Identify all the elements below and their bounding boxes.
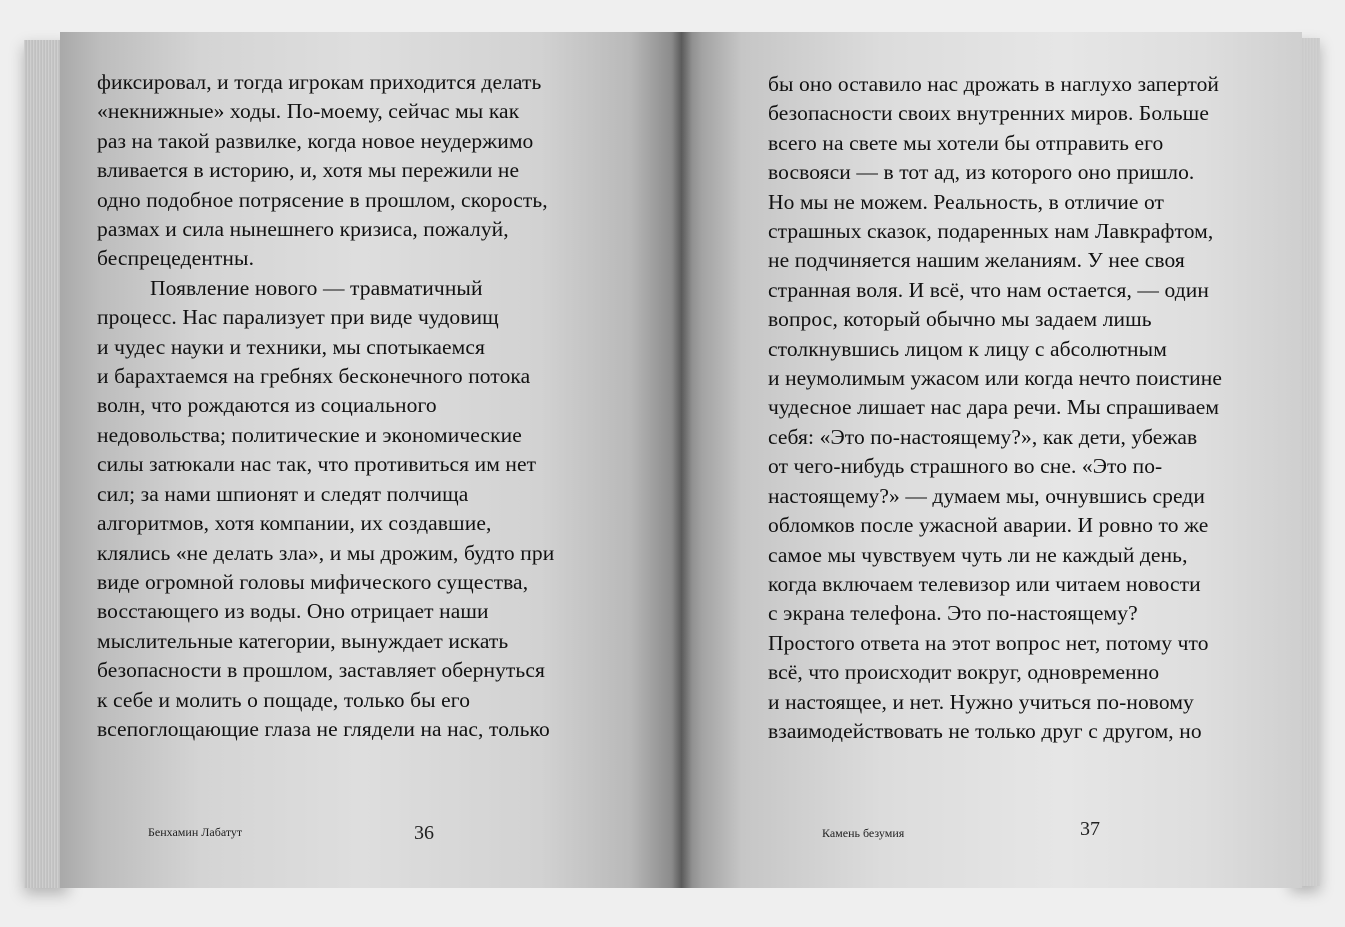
text-line: и неумолимым ужасом или когда нечто поистине [768, 366, 1222, 391]
page-number-left: 36 [414, 822, 434, 844]
text-line: с экрана телефона. Это по-настоящему? [768, 601, 1138, 626]
text-line: клялись «не делать зла», и мы дрожим, будто при [97, 540, 555, 565]
text-line: и барахтаемся на гребнях бесконечного потока [97, 364, 531, 389]
text-line: процесс. Нас парализует при виде чудовищ [97, 305, 499, 330]
text-line: недовольства; политические и экономические [97, 422, 522, 447]
page-number-right: 37 [1080, 818, 1100, 840]
text-line: не подчиняется нашим желаниям. У нее своя [768, 248, 1185, 273]
text-line: от чего-нибудь страшного во сне. «Это по- [768, 454, 1163, 479]
text-line: самое мы чувствуем чуть ли не каждый день, [768, 542, 1188, 567]
text-line: столкнувшись лицом к лицу с абсолютным [768, 336, 1167, 361]
text-line: и настоящее, и нет. Нужно учиться по-новому [768, 689, 1194, 714]
text-line: волн, что рождаются из социального [97, 393, 437, 418]
text-line: алгоритмов, хотя компании, их создавшие, [97, 511, 492, 536]
text-line: всего на свете мы хотели бы отправить его [768, 130, 1164, 155]
text-line: безопасности своих внутренних миров. Больше [768, 101, 1209, 126]
text-line: и чудес науки и техники, мы спотыкаемся [97, 334, 485, 359]
right-page-text [768, 70, 1288, 746]
text-line: Но мы не можем. Реальность, в отличие от [768, 189, 1165, 214]
text-line: восвояси — в тот ад, из которого оно пришло. [768, 160, 1195, 185]
text-line: восстающего из воды. Оно отрицает наши [97, 599, 489, 624]
left-page-text [97, 68, 657, 744]
text-line: раз на такой развилке, когда новое неудержимо [97, 128, 534, 153]
text-line: к себе и молить о пощаде, только бы его [97, 687, 471, 712]
running-footer-title: Камень безумия [822, 826, 905, 840]
text-line: размах и сила нынешнего кризиса, пожалуй, [97, 217, 509, 242]
text-line: всё, что происходит вокруг, одновременно [768, 660, 1160, 685]
text-line: страшных сказок, подаренных нам Лавкрафтом, [768, 219, 1214, 244]
text-line-paragraph-start: Появление нового — травматичный [150, 275, 483, 300]
text-line: вопрос, который обычно мы задаем лишь [768, 307, 1152, 332]
book-spine-shadow [672, 32, 692, 888]
text-line: чудесное лишает нас дара речи. Мы спрашиваем [768, 395, 1220, 420]
text-line: сил; за нами шпионят и следят полчища [97, 481, 469, 506]
text-line: взаимодействовать не только друг с другом, но [768, 718, 1202, 743]
text-line: силы затюкали нас так, что противиться им нет [97, 452, 537, 477]
running-footer-author: Бенхамин Лабатут [148, 825, 243, 839]
text-line: странная воля. И всё, что нам остается, — один [768, 277, 1209, 302]
text-line: «некнижные» ходы. По-моему, сейчас мы как [97, 99, 520, 124]
text-line: фиксировал, и тогда игрокам приходится делать [97, 70, 542, 94]
text-line: Простого ответа на этот вопрос нет, потому что [768, 630, 1209, 655]
left-page [60, 32, 682, 888]
text-line: беспрецедентны. [97, 246, 255, 271]
text-line: когда включаем телевизор или читаем новости [768, 571, 1201, 596]
text-line: безопасности в прошлом, заставляет обернуться [97, 658, 545, 683]
text-line: настоящему?» — думаем мы, очнувшись среди [768, 483, 1205, 508]
text-line: мыслительные категории, вынуждает искать [97, 628, 509, 653]
text-line: виде огромной головы мифического существа, [97, 569, 529, 594]
text-line: всепоглощающие глаза не глядели на нас, только [97, 716, 550, 741]
text-line: вливается в историю, и, хотя мы пережили не [97, 158, 520, 183]
text-line: обломков после ужасной аварии. И ровно то же [768, 513, 1209, 538]
text-line: бы оно оставило нас дрожать в наглухо запертой [768, 72, 1220, 96]
right-page [682, 32, 1302, 888]
text-line: одно подобное потрясение в прошлом, скорость, [97, 187, 548, 212]
text-line: себя: «Это по-настоящему?», как дети, убежав [768, 424, 1198, 449]
